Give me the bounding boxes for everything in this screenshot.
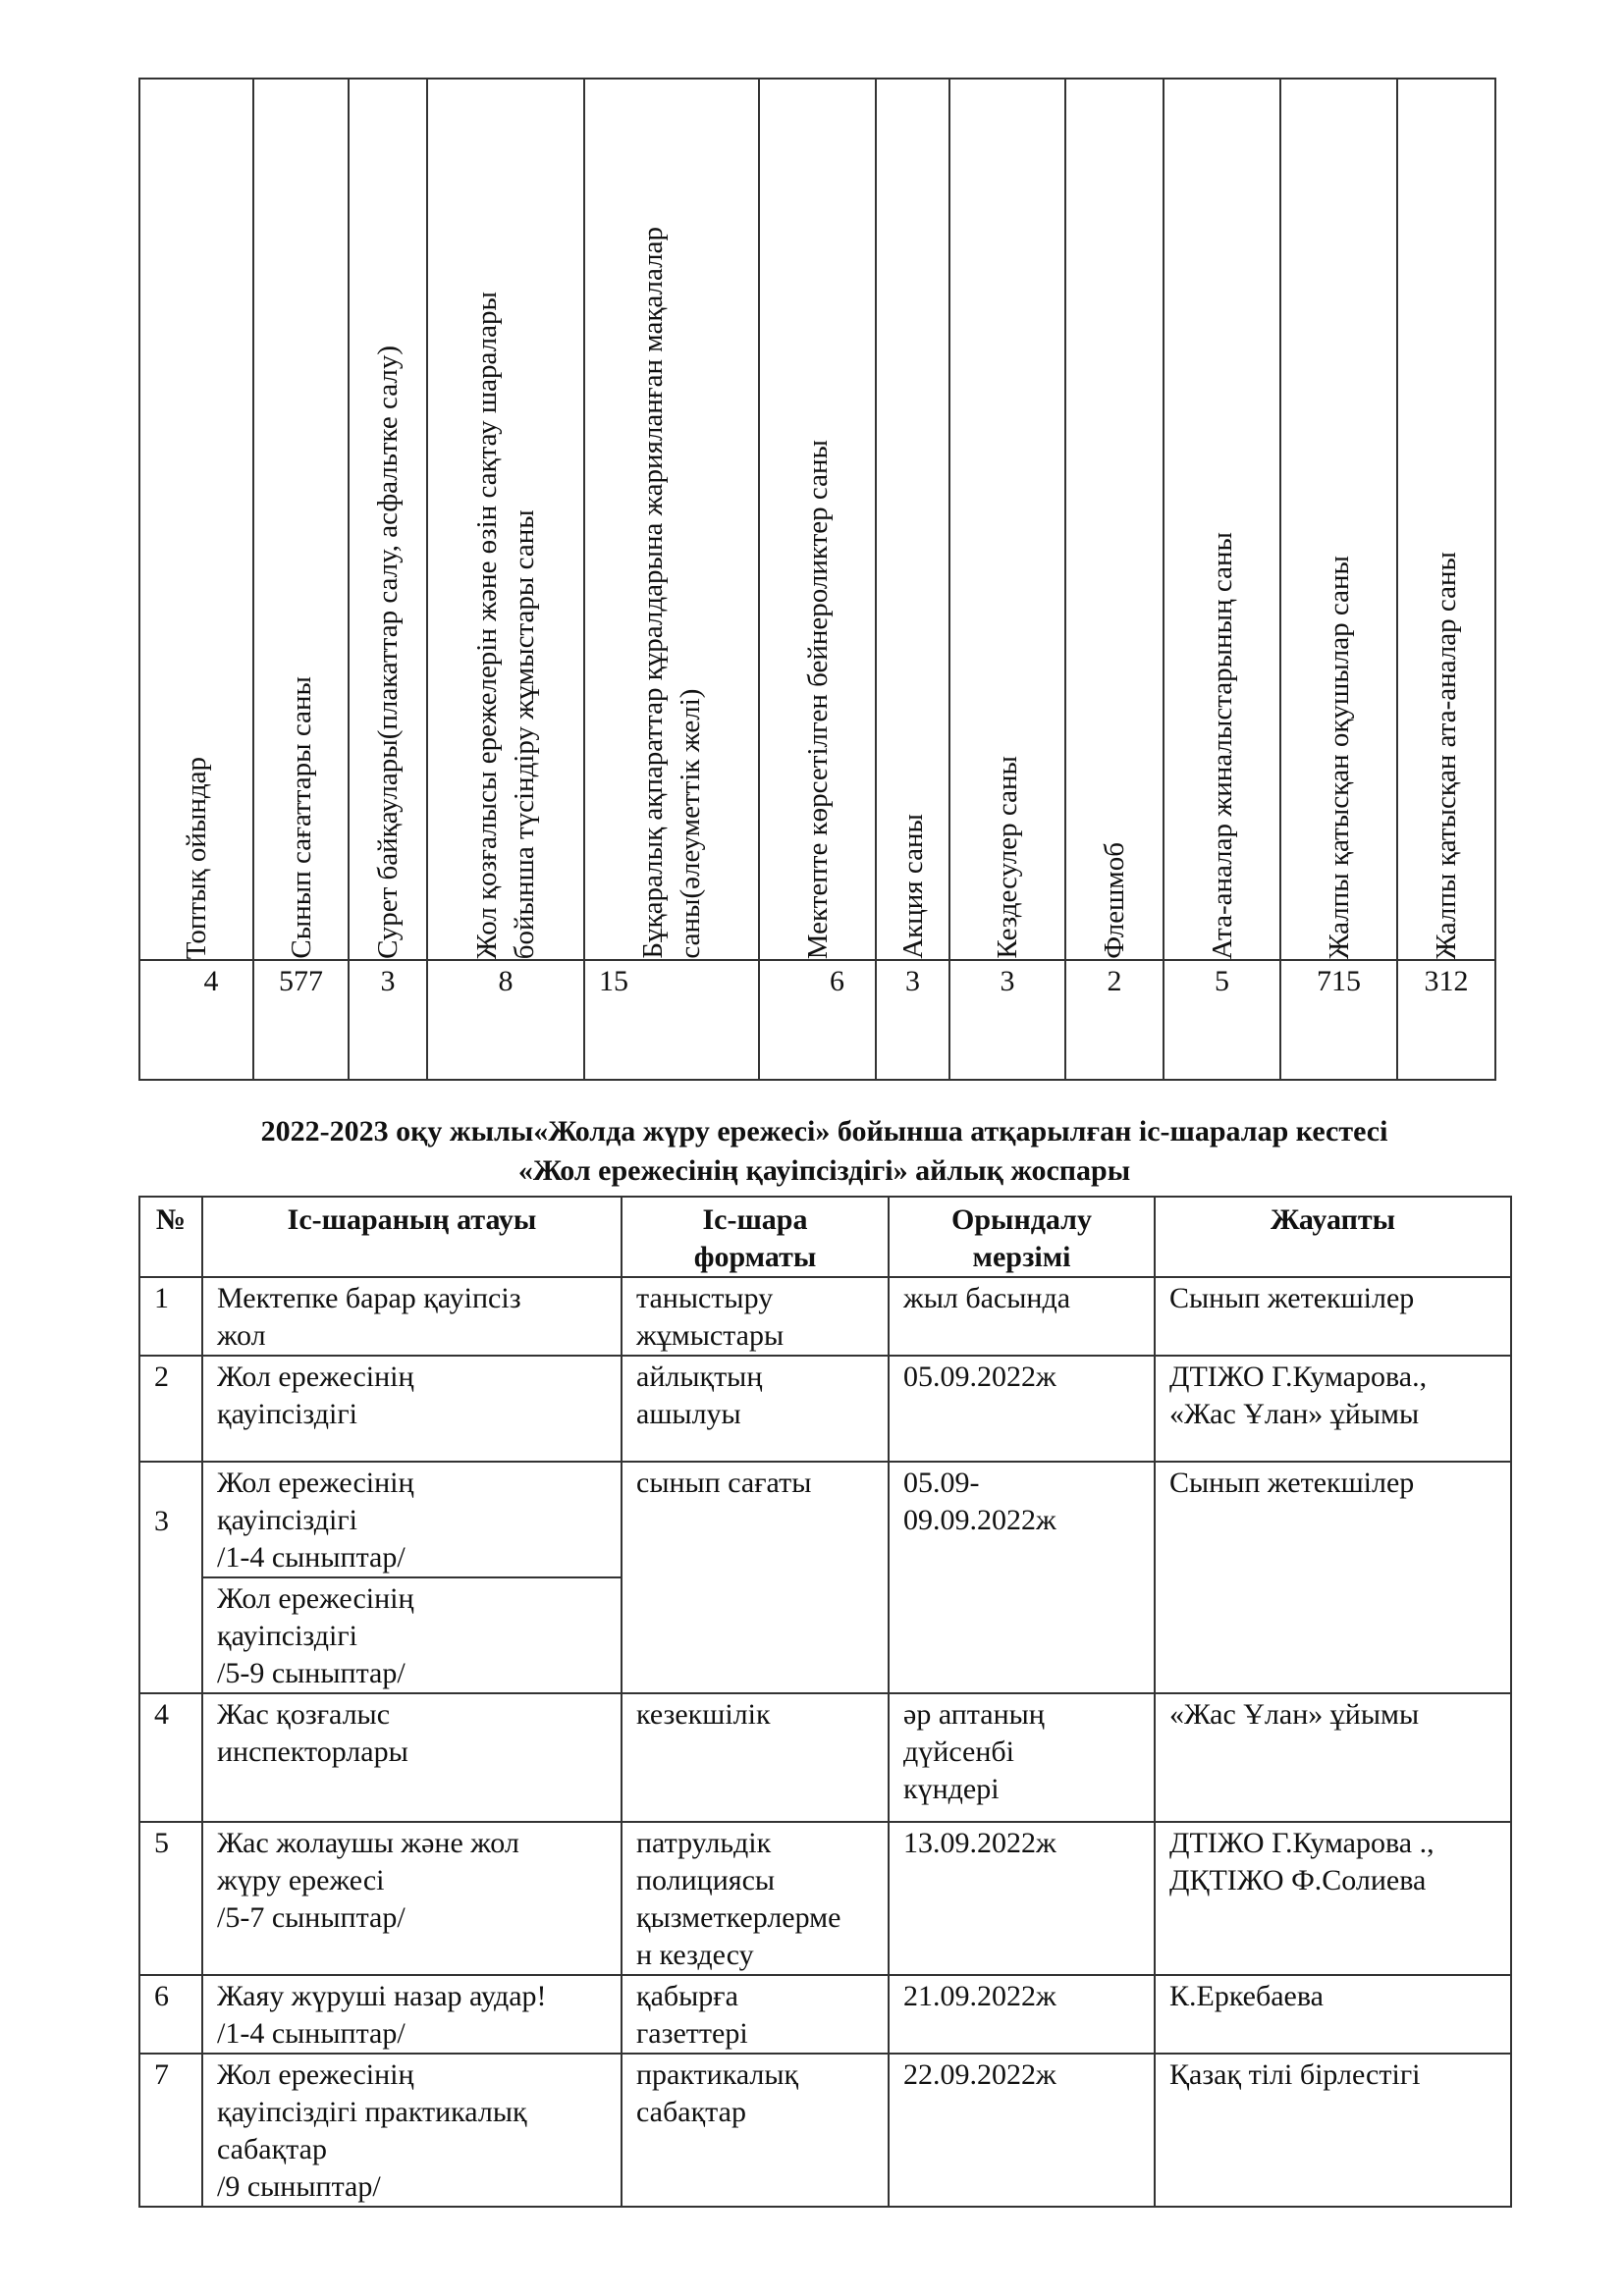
monthly-plan-table xyxy=(138,1196,1512,2208)
stats-value: 577 xyxy=(253,960,349,1080)
stats-value: 8 xyxy=(427,960,584,1080)
event-date: 21.09.2022ж xyxy=(889,1975,1155,2054)
plan-row xyxy=(139,2054,1511,2207)
stats-header-class-hours: Сынып сағаттары саны xyxy=(285,676,317,959)
event-responsible: Қазақ тілі бірлестігі xyxy=(1155,2054,1511,2207)
stats-value: 4 xyxy=(139,960,253,1080)
stats-header-cell xyxy=(1164,79,1280,960)
header-number: № xyxy=(139,1197,202,1277)
row-number-text: 3 xyxy=(154,1505,169,1537)
plan-row xyxy=(139,1975,1511,2054)
header-due-date: Орындалу мерзімі xyxy=(889,1197,1155,1277)
event-format: айлықтың ашылуы xyxy=(622,1356,889,1462)
stats-header-cell xyxy=(1397,79,1495,960)
stats-header-total-students: Жалпы қатысқан оқушылар саны xyxy=(1323,555,1355,959)
event-date: әр аптаның дүйсенбі күндері xyxy=(889,1693,1155,1822)
event-format: таныстыру жұмыстары xyxy=(622,1277,889,1356)
stats-header-group-games: Топтық ойындар xyxy=(181,756,212,959)
stats-value: 715 xyxy=(1280,960,1397,1080)
plan-title: 2022-2023 оқу жылы«Жолда жүру ережесі» бойынша атқарылған іс-шаралар кестесі xyxy=(260,1115,1388,1148)
plan-header-row xyxy=(139,1197,1511,1277)
stats-value: 2 xyxy=(1065,960,1164,1080)
header-event-format: Іс-шара форматы xyxy=(622,1197,889,1277)
row-number: 1 xyxy=(139,1277,202,1356)
event-responsible: К.Еркебаева xyxy=(1155,1975,1511,2054)
stats-header-cell xyxy=(139,79,253,960)
row-number: 2 xyxy=(139,1356,202,1462)
event-responsible: Сынып жетекшілер xyxy=(1155,1462,1511,1693)
event-name: Жаяу жүруші назар аудар! /1-4 сыныптар/ xyxy=(202,1975,622,2054)
event-name: Жол ережесінің қауіпсіздігі /5-9 сыныптар/ xyxy=(202,1577,622,1693)
event-name: Жол ережесінің қауіпсіздігі практикалық сабақтар /9 сыныптар/ xyxy=(202,2054,622,2207)
stats-header-cell xyxy=(876,79,949,960)
event-name: Жол ережесінің қауіпсіздігі xyxy=(202,1356,622,1462)
event-name: Мектепке барар қауіпсіз жол xyxy=(202,1277,622,1356)
stats-value: 6 xyxy=(759,960,876,1080)
stats-header-total-parents: Жалпы қатысқан ата-аналар саны xyxy=(1431,551,1462,959)
stats-header-cell xyxy=(349,79,427,960)
stats-value: 3 xyxy=(349,960,427,1080)
stats-value: 312 xyxy=(1397,960,1495,1080)
stats-header-cell xyxy=(1280,79,1397,960)
event-responsible: Сынып жетекшілер xyxy=(1155,1277,1511,1356)
event-date: 13.09.2022ж xyxy=(889,1822,1155,1975)
row-number: 7 xyxy=(139,2054,202,2207)
stats-header-cell xyxy=(427,79,584,960)
stats-header-parent-meetings: Ата-аналар жиналыстарының саны xyxy=(1206,531,1238,959)
stats-header-cell xyxy=(584,79,759,960)
stats-header-flashmob: Флешмоб xyxy=(1099,842,1130,959)
stats-value: 3 xyxy=(876,960,949,1080)
event-name: Жас қозғалыс инспекторлары xyxy=(202,1693,622,1822)
event-responsible: ДТІЖО Г.Кумарова ., ДҚТІЖО Ф.Солиева xyxy=(1155,1822,1511,1975)
event-name: Жол ережесінің қауіпсіздігі /1-4 сыныптар/ xyxy=(202,1462,622,1577)
event-date: 05.09.2022ж xyxy=(889,1356,1155,1462)
stats-value: 15 xyxy=(584,960,759,1080)
stats-header-videos: Мектепте көрсетілген бейнероликтер саны xyxy=(801,439,834,959)
statistics-values-row xyxy=(139,960,1495,1080)
plan-row xyxy=(139,1822,1511,1975)
plan-row xyxy=(139,1693,1511,1822)
stats-header-cell xyxy=(949,79,1065,960)
statistics-table xyxy=(138,78,1496,1081)
event-name: Жас жолаушы және жол жүру ережесі /5-7 сыныптар/ xyxy=(202,1822,622,1975)
event-responsible: «Жас Ұлан» ұйымы xyxy=(1155,1693,1511,1822)
stats-value: 5 xyxy=(1164,960,1280,1080)
stats-header-explanation-works: Жол қозғалысы ережелерін және өзін сақтау шаралары бойынша түсіндіру жұмыстары саны xyxy=(471,291,540,959)
event-format: қабырға газеттері xyxy=(622,1975,889,2054)
plan-row xyxy=(139,1462,1511,1577)
event-format: патрульдік полициясы қызметкерлерме н кездесу xyxy=(622,1822,889,1975)
row-number xyxy=(139,1462,202,1693)
stats-header-drawing-contests: Сурет байқаулары(плакаттар салу, асфальтке салу) xyxy=(372,346,404,959)
event-responsible: ДТІЖО Г.Кумарова., «Жас Ұлан» ұйымы xyxy=(1155,1356,1511,1462)
event-format: кезекшілік xyxy=(622,1693,889,1822)
plan-subtitle: «Жол ережесінің қауіпсіздігі» айлық жоспары xyxy=(517,1154,1131,1187)
stats-header-actions: Акция саны xyxy=(896,814,929,959)
stats-header-cell xyxy=(253,79,349,960)
stats-header-media-articles: Бұқаралық ақпараттар құралдарына жарияланған мақалалар саны(әлеуметтік желі) xyxy=(637,227,706,959)
header-event-name: Іс-шараның атауы xyxy=(202,1197,622,1277)
event-format: практикалық сабақтар xyxy=(622,2054,889,2207)
stats-header-cell xyxy=(759,79,876,960)
header-responsible: Жауапты xyxy=(1155,1197,1511,1277)
stats-header-cell xyxy=(1065,79,1164,960)
row-number: 6 xyxy=(139,1975,202,2054)
row-number: 5 xyxy=(139,1822,202,1975)
stats-header-meetings: Кездесулер саны xyxy=(992,756,1023,959)
event-date: жыл басында xyxy=(889,1277,1155,1356)
event-date: 22.09.2022ж xyxy=(889,2054,1155,2207)
statistics-header-row xyxy=(139,79,1495,960)
plan-row xyxy=(139,1356,1511,1462)
event-format: сынып сағаты xyxy=(622,1462,889,1693)
event-date: 05.09- 09.09.2022ж xyxy=(889,1462,1155,1693)
row-number: 4 xyxy=(139,1693,202,1822)
stats-value: 3 xyxy=(949,960,1065,1080)
plan-row xyxy=(139,1277,1511,1356)
